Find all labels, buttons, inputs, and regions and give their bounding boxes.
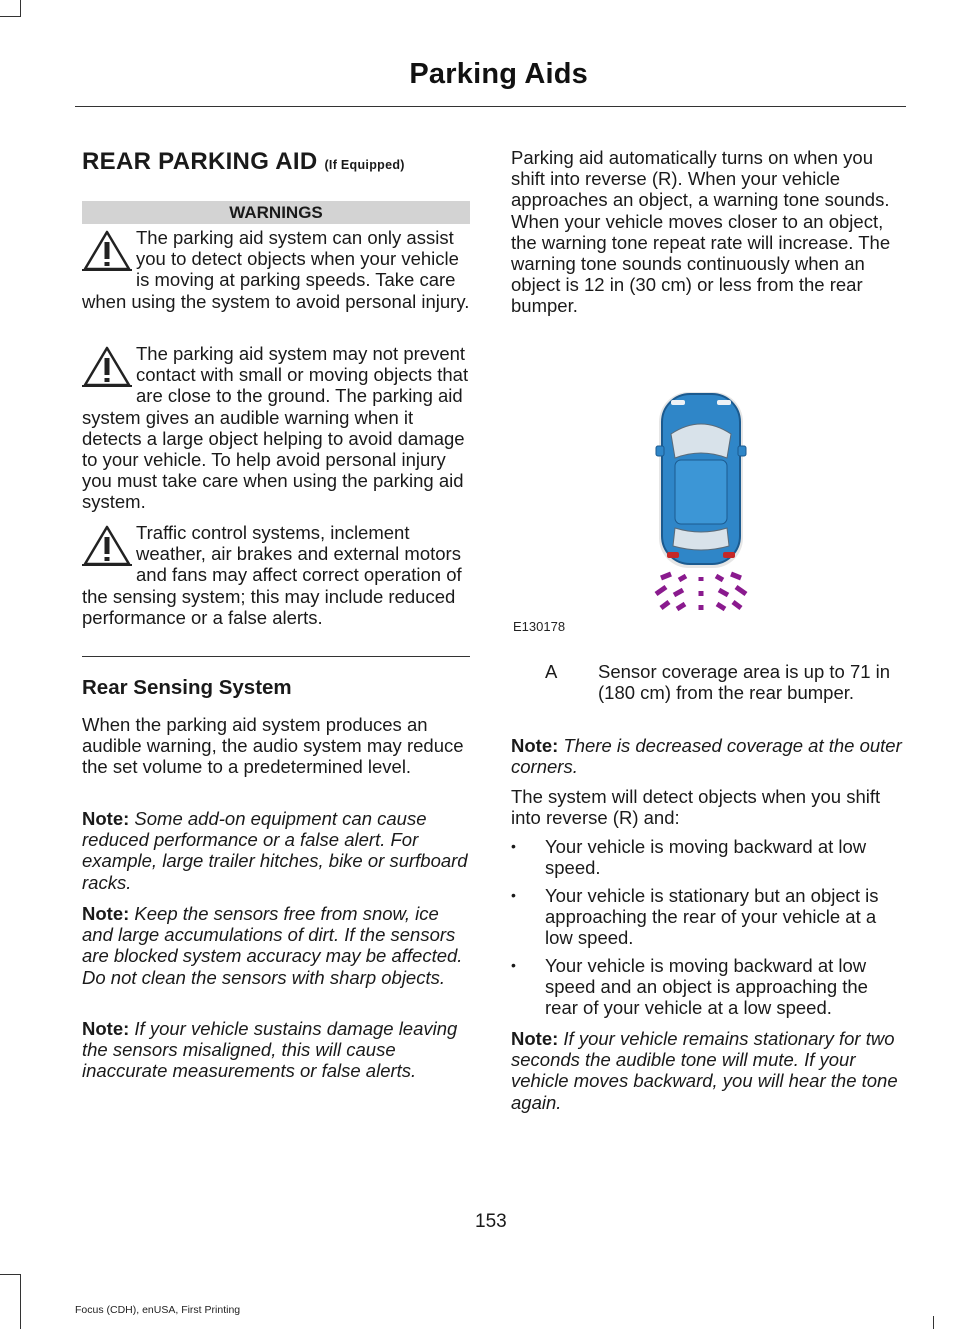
note-text: Keep the sensors free from snow, ice and large accumulations of dirt. If the sensors are blocked system accuracy may be affected. Do not clean the sensors with sharp objects. xyxy=(82,903,463,988)
note-text: If your vehicle sustains damage leaving the sensors misaligned, this will cause inaccurate measurements or false alerts. xyxy=(82,1018,458,1082)
crop-mark xyxy=(0,1274,20,1275)
bullet-text: Your vehicle is moving backward at low speed. xyxy=(545,836,867,879)
warning-triangle-icon xyxy=(82,524,132,566)
bullet-glyph: • xyxy=(511,957,516,973)
warning-triangle-icon xyxy=(82,229,132,271)
note-text: Some add-on equipment can cause reduced performance or a false alert. For example, large trailer hitches, bike or surfboard racks. xyxy=(82,808,468,893)
warning-item xyxy=(82,227,470,312)
section-heading-text: REAR PARKING AID xyxy=(82,148,318,175)
warning-text: The parking aid system may not prevent contact with small or moving objects that are close to the ground. The parking aid system gives an audible warning when it detects a large object helping to avoid damage to your vehicle. To help avoid personal injury you must take care when using the parking aid system. xyxy=(82,343,469,513)
note xyxy=(82,903,470,988)
note-label: Note: xyxy=(82,808,130,829)
crop-mark xyxy=(0,16,20,17)
section-divider xyxy=(82,656,470,657)
footer-text: Focus (CDH), enUSA, First Printing xyxy=(75,1304,241,1316)
note xyxy=(82,1018,470,1082)
note-label: Note: xyxy=(82,903,130,924)
intro-paragraph: Parking aid automatically turns on when you shift into reverse (R). When your vehicle approaches an object, a warning tone sounds. When your vehicle moves closer to an object, the warning tone repeat rate will increase. The warning tone sounds continuously when an object is 12 in (30 cm) or less from the rear bumper. xyxy=(511,147,891,317)
parking-figure xyxy=(511,380,903,640)
note-text: If your vehicle remains stationary for two seconds the audible tone will mute. If your vehicle moves backward, you will hear the tone again. xyxy=(511,1028,898,1113)
section-heading-suffix: (If Equipped) xyxy=(324,158,405,172)
note xyxy=(511,735,903,777)
bullet-text: Your vehicle is stationary but an object is approaching the rear of your vehicle at a low speed. xyxy=(545,885,879,949)
crop-mark xyxy=(20,0,21,17)
warning-text: The parking aid system can only assist you to detect objects when your vehicle is moving at parking speeds. Take care when using the system to avoid personal injury. xyxy=(82,227,470,312)
note xyxy=(511,1028,903,1113)
note xyxy=(82,808,470,893)
legend-text: Sensor coverage area is up to 71 in (180 cm) from the rear bumper. xyxy=(598,661,891,704)
figure-code: E130178 xyxy=(513,619,566,634)
note-text: There is decreased coverage at the outer corners. xyxy=(511,735,902,778)
car-sensor-illustration xyxy=(511,380,903,620)
section-heading xyxy=(82,148,405,176)
detect-intro: The system will detect objects when you shift into reverse (R) and: xyxy=(511,786,881,829)
bullet-glyph: • xyxy=(511,838,516,854)
bullet-text: Your vehicle is moving backward at low speed and an object is approaching the rear of your vehicle at a low speed. xyxy=(545,955,868,1019)
crop-mark xyxy=(933,1316,934,1329)
note-label: Note: xyxy=(511,1028,559,1049)
note-label: Note: xyxy=(82,1018,130,1039)
sub-heading: Rear Sensing System xyxy=(82,676,292,699)
crop-mark xyxy=(20,1274,21,1329)
warning-item xyxy=(82,343,470,513)
note-label: Note: xyxy=(511,735,559,756)
page-title: Parking Aids xyxy=(409,58,588,90)
legend-key: A xyxy=(545,661,558,682)
page-number: 153 xyxy=(475,1211,507,1232)
warnings-bar: WARNINGS xyxy=(82,201,470,224)
warning-triangle-icon xyxy=(82,345,132,387)
warning-text: Traffic control systems, inclement weather, air brakes and external motors and fans may affect correct operation of the sensing system; this may include reduced performance or a false alerts. xyxy=(82,522,462,628)
bullet-glyph: • xyxy=(511,887,516,903)
header-rule xyxy=(75,106,906,107)
intro-paragraph: When the parking aid system produces an audible warning, the audio system may reduce the set volume to a predetermined level. xyxy=(82,714,464,778)
warning-item xyxy=(82,522,470,628)
